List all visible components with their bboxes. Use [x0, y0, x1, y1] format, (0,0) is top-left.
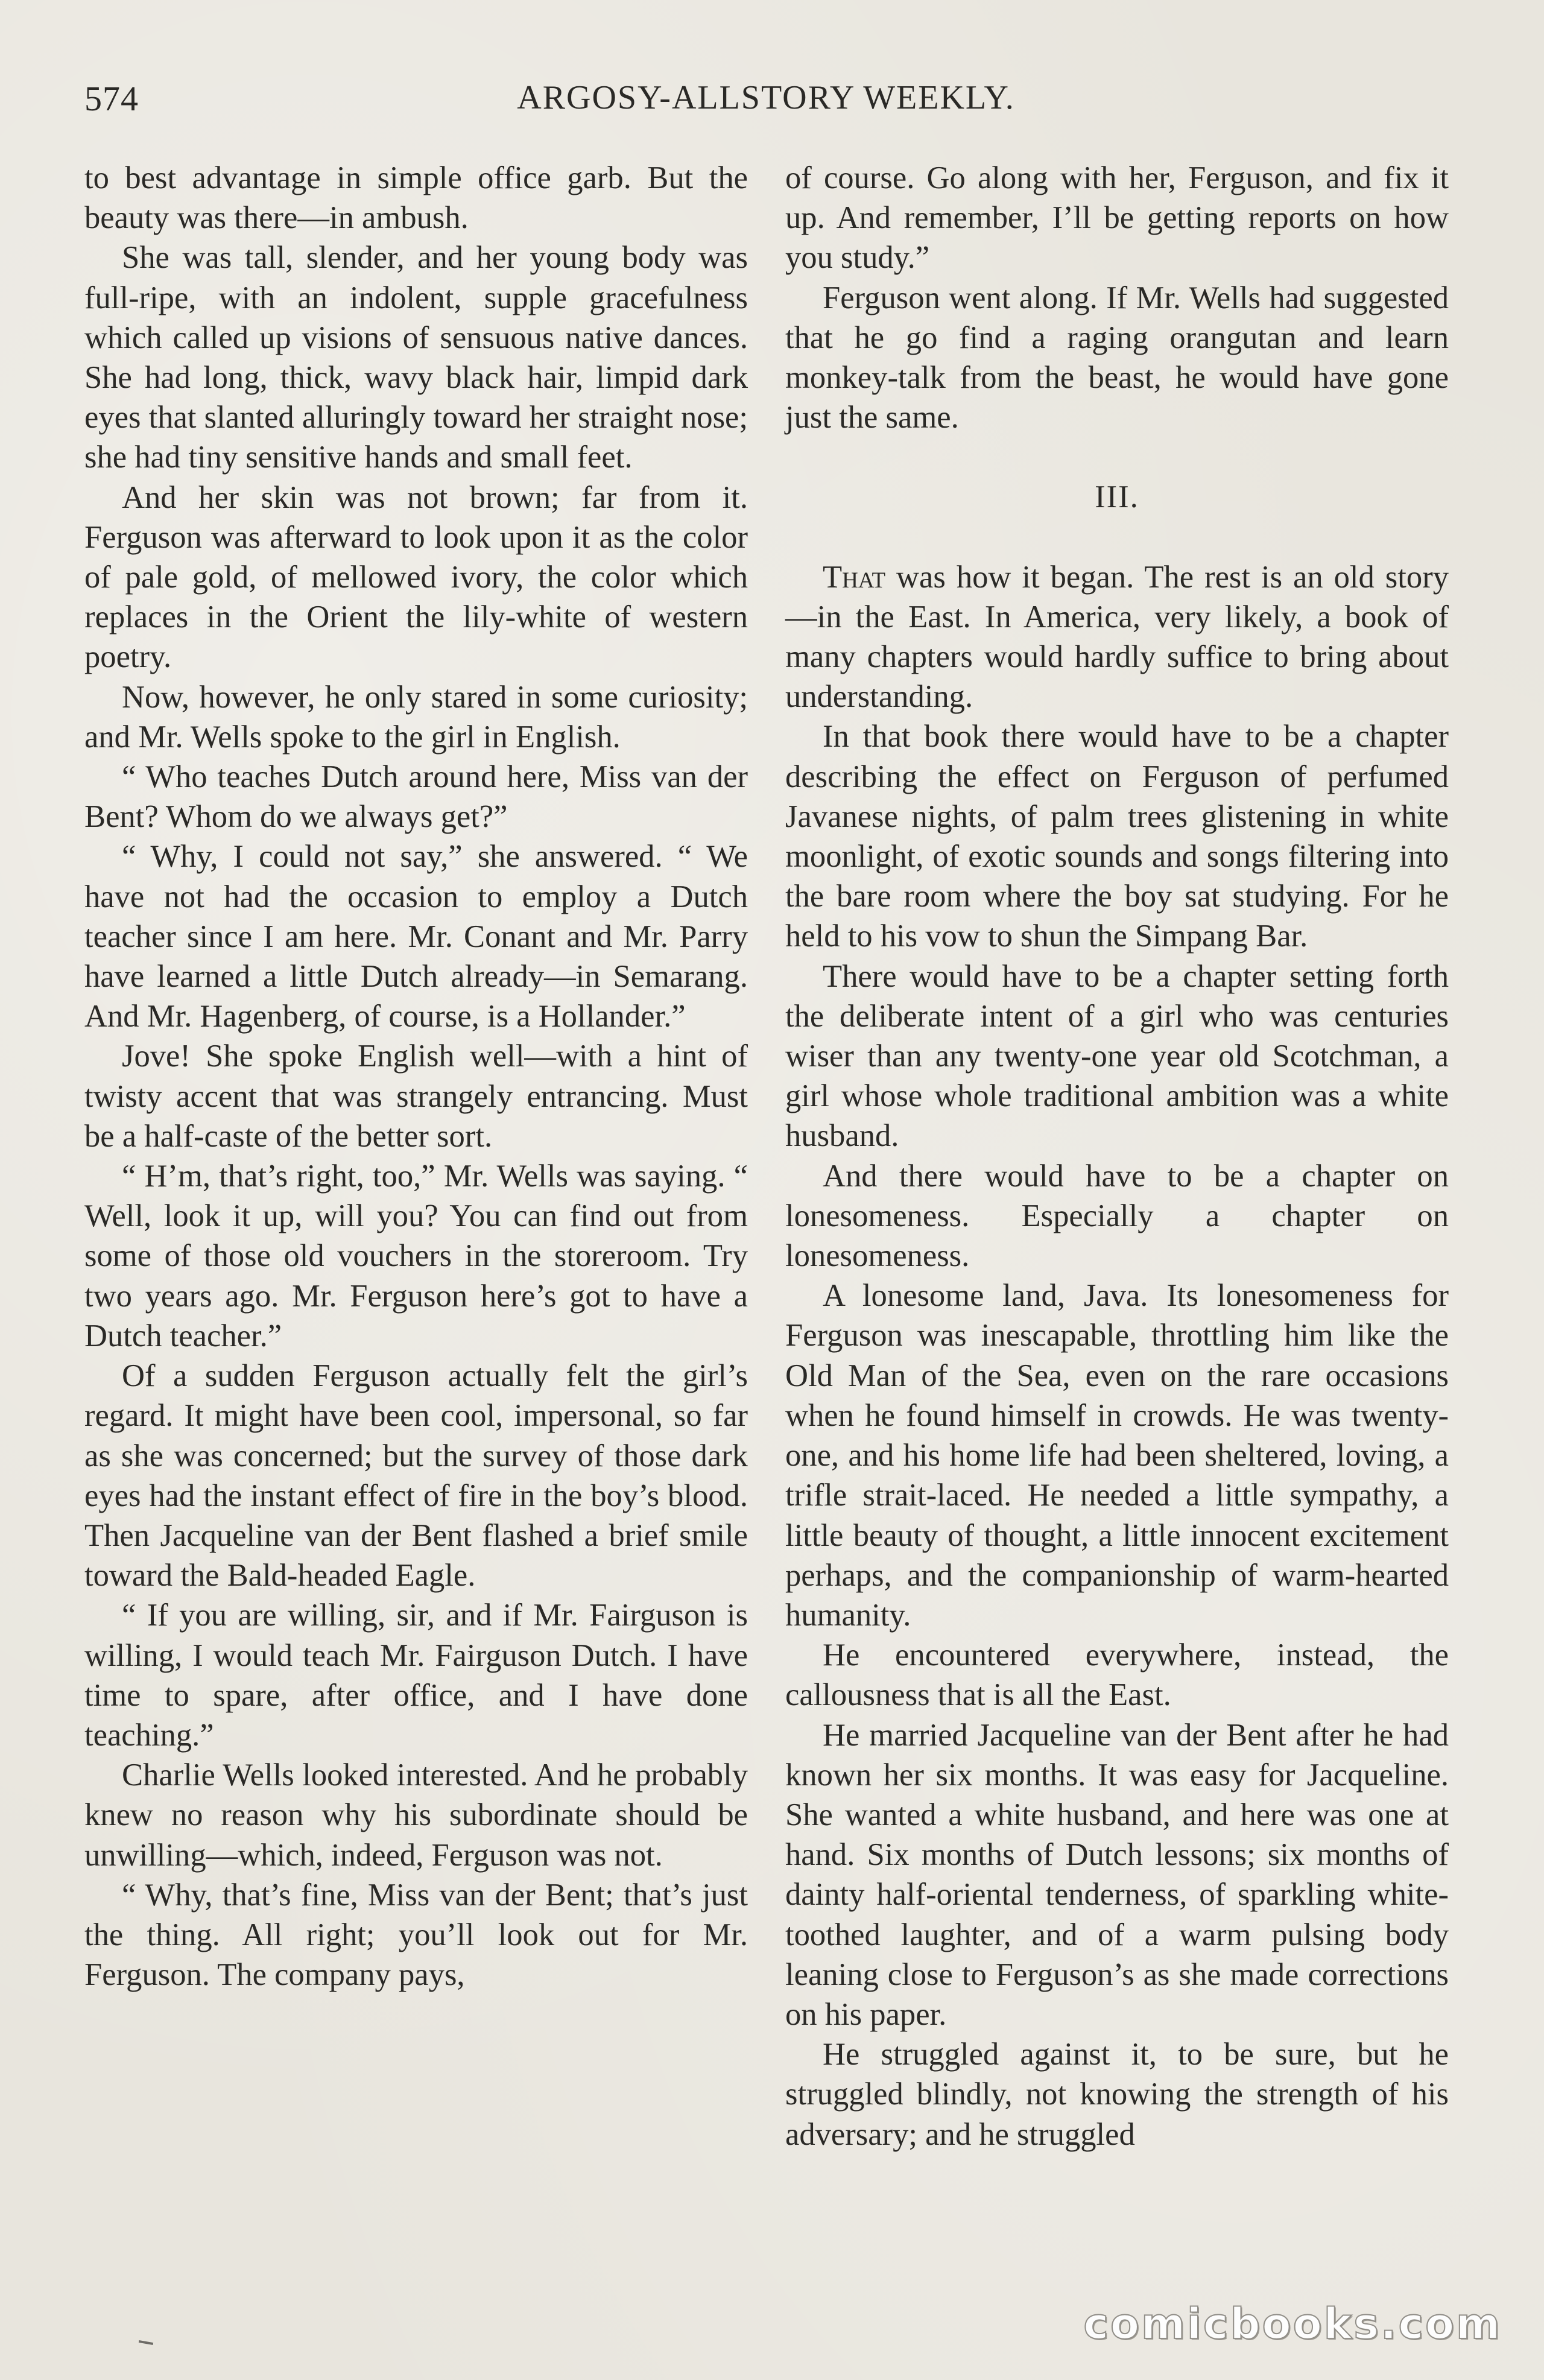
paragraph: A lonesome land, Java. Its lonesomeness for Ferguson was inescapable, throttling him like the Old Man of the Sea, even on the rare occasions when he found himself in crowds. He was twenty-one, and his home life had been sheltered, loving, a trifle strait-laced. He needed a little sympathy, a little beauty of thought, a little innocent excitement perhaps, and the companionship of warm-hearted humanity.: [785, 1278, 1449, 1633]
paragraph: There would have to be a chapter setting forth the deliberate intent of a girl who was centuries wiser than any twenty-one year old Scotchman, a girl whose whole traditional ambition was a white husband.: [785, 958, 1449, 1154]
paragraph: “ H’m, that’s right, too,” Mr. Wells was saying. “ Well, look it up, will you? You can find out from some of those old vouchers in the storeroom. Try two years ago. Mr. Ferguson here’s got to have a Dutch teacher.”: [84, 1159, 748, 1353]
paragraph: Ferguson went along. If Mr. Wells had suggested that he go find a raging orangutan and learn monkey-talk from the beast, he would have gone just the same.: [785, 280, 1449, 435]
paragraph: “ Why, I could not say,” she answered. “ We have not had the occasion to employ a Dutch teacher since I am here. Mr. Conant and Mr. Parry have learned a little Dutch already—in Semarang. And Mr. Hagenberg, of course, is a Hollander.”: [84, 839, 748, 1034]
paragraph: He encountered everywhere, instead, the callousness that is all the East.: [785, 1638, 1449, 1713]
paragraph: She was tall, slender, and her young body was full-ripe, with an indolent, supple gracefulness which called up visions of sensuous native dances. She had long, thick, wavy black hair, limpid dark eyes that slanted alluringly toward her straight nose; she had tiny sensitive hands and small feet.: [84, 240, 748, 475]
watermark: comicbooks.com: [1083, 2299, 1502, 2349]
section-heading: III.: [1095, 479, 1139, 515]
paragraph: “ Why, that’s fine, Miss van der Bent; that’s just the thing. All right; you’ll look out for Mr. Ferguson. The company pays,: [84, 1877, 748, 1993]
right-column: [785, 158, 1449, 2154]
paragraph: “ If you are willing, sir, and if Mr. Fairguson is willing, I would teach Mr. Fairguson Dutch. I have time to spare, after office, and I have done teaching.”: [84, 1598, 748, 1753]
paragraph: Charlie Wells looked interested. And he probably knew no reason why his subordinate should be unwilling—which, indeed, Ferguson was not.: [84, 1758, 748, 1873]
paragraph: Jove! She spoke English well—with a hint of twisty accent that was strangely entrancing. Must be a half-caste of the better sort.: [84, 1039, 748, 1154]
page-number: 574: [84, 79, 139, 118]
paragraph: He struggled against it, to be sure, but he struggled blindly, not knowing the strength of his adversary; and he struggled: [785, 2037, 1449, 2152]
print-mark: [139, 2340, 153, 2345]
page-header: [84, 78, 1448, 127]
left-column: [84, 158, 748, 1995]
paragraph: of course. Go along with her, Ferguson, and fix it up. And remember, I’ll be getting reports on how you study.”: [785, 160, 1449, 276]
paragraph: “ Who teaches Dutch around here, Miss van der Bent? Whom do we always get?”: [84, 759, 748, 835]
smallcaps-opening-word: That: [823, 559, 886, 595]
paragraph: Of a sudden Ferguson actually felt the girl’s regard. It might have been cool, impersonal, so far as she was concerned; but the survey of those dark eyes had the instant effect of fire in the boy’s blood. Then Jacqueline van der Bent flashed a brief smile toward the Bald-headed Eagle.: [84, 1358, 748, 1594]
running-head: ARGOSY-ALLSTORY WEEKLY.: [517, 79, 1015, 116]
opening-text: was how it began. The rest is an old story—in the East. In America, very likely, a book of many chapters would hardly suffice to bring about understanding.: [785, 559, 1449, 715]
paragraph: He married Jacqueline van der Bent after he had known her six months. It was easy for Jacqueline. She wanted a white husband, and here was one at hand. Six months of Dutch lessons; six months of dainty half-oriental tenderness, of sparkling white-toothed laughter, and of a warm pulsing body leaning close to Ferguson’s as she made corrections on his paper.: [785, 1717, 1449, 2032]
paragraph: In that book there would have to be a chapter describing the effect on Ferguson of perfumed Javanese nights, of palm trees glistening in white moonlight, of exotic sounds and songs filtering into the bare room where the boy sat studying. For he held to his vow to shun the Simpang Bar.: [785, 719, 1449, 954]
section-opening-paragraph: [785, 557, 1449, 717]
paragraph: to best advantage in simple office garb. But the beauty was there—in ambush.: [84, 160, 748, 236]
paragraph: Now, however, he only stared in some curiosity; and Mr. Wells spoke to the girl in English.: [84, 679, 748, 755]
paragraph: And there would have to be a chapter on lonesomeness. Especially a chapter on lonesomeness.: [785, 1158, 1449, 1274]
paragraph: And her skin was not brown; far from it. Ferguson was afterward to look upon it as the color of pale gold, of mellowed ivory, the color which replaces in the Orient the lily-white of western poetry.: [84, 479, 748, 675]
